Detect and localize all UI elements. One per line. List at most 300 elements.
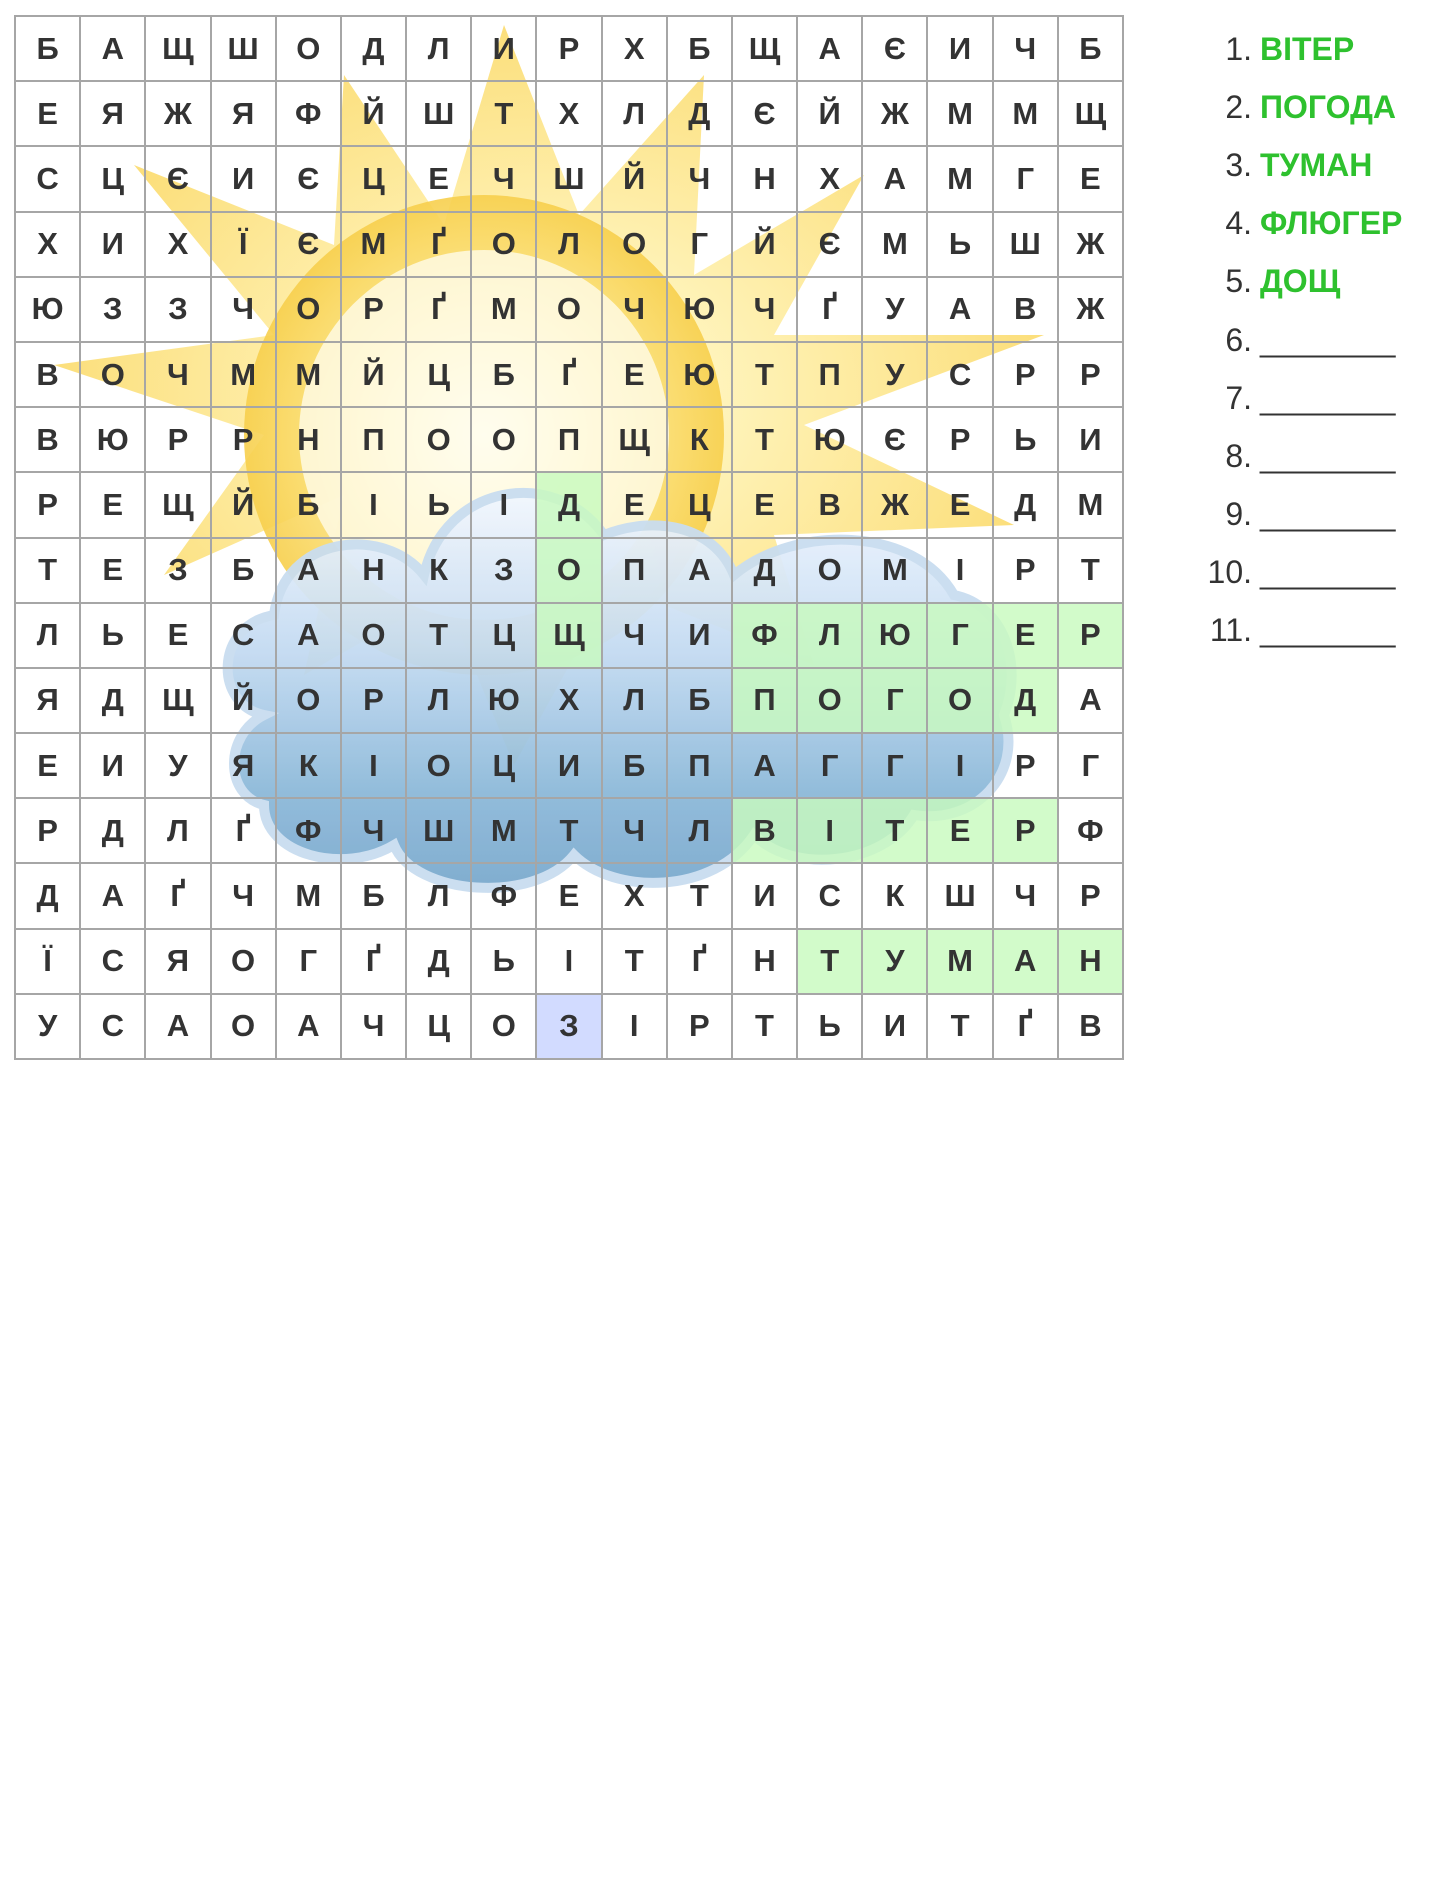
grid-cell[interactable]: Ц [342, 147, 407, 212]
word-number: 11. [1209, 612, 1252, 649]
grid-cell[interactable]: Б [277, 473, 342, 538]
blank-answer-line: ________ [1260, 379, 1395, 416]
grid-cell[interactable]: Г [668, 213, 733, 278]
grid-cell[interactable]: Е [733, 473, 798, 538]
grid-cell[interactable]: И [472, 17, 537, 82]
grid-cell[interactable]: К [863, 864, 928, 929]
grid-cell[interactable]: М [472, 278, 537, 343]
grid-cell[interactable]: Ч [212, 864, 277, 929]
grid-cell[interactable]: А [146, 995, 211, 1060]
grid-cell[interactable]: Щ [146, 473, 211, 538]
grid-cell[interactable]: Е [16, 734, 81, 799]
grid-cell[interactable]: Е [928, 473, 993, 538]
grid-cell[interactable]: Х [603, 864, 668, 929]
grid-cell[interactable]: Т [733, 408, 798, 473]
grid-cell[interactable]: І [537, 930, 602, 995]
grid-cell[interactable]: А [994, 930, 1059, 995]
word-list-item [1190, 136, 1430, 194]
grid-cell[interactable]: О [537, 278, 602, 343]
grid-cell[interactable]: П [733, 669, 798, 734]
grid-cell[interactable]: Н [342, 539, 407, 604]
grid-cell[interactable]: Н [1059, 930, 1124, 995]
grid-cell[interactable]: Х [537, 669, 602, 734]
found-word: ФЛЮГЕР [1260, 205, 1403, 242]
grid-cell[interactable]: А [798, 17, 863, 82]
grid-cell[interactable]: Ч [994, 17, 1059, 82]
grid-cell[interactable]: Й [603, 147, 668, 212]
grid-cell[interactable]: Ь [798, 995, 863, 1060]
grid-cell[interactable]: З [146, 539, 211, 604]
word-list-item [1190, 486, 1430, 544]
grid-cell[interactable]: Е [603, 343, 668, 408]
grid-cell[interactable]: Ц [81, 147, 146, 212]
grid-cell[interactable]: Р [994, 734, 1059, 799]
grid-cell[interactable]: О [277, 669, 342, 734]
grid-cell[interactable]: Л [668, 799, 733, 864]
grid-cell[interactable]: Т [472, 82, 537, 147]
grid-cell[interactable]: Л [798, 604, 863, 669]
grid-cell[interactable]: Ф [472, 864, 537, 929]
grid-cell[interactable]: Ь [472, 930, 537, 995]
grid-cell[interactable]: І [342, 473, 407, 538]
grid-cell[interactable]: В [16, 408, 81, 473]
grid-cell[interactable]: Л [603, 82, 668, 147]
grid-cell[interactable]: Р [994, 799, 1059, 864]
grid-cell[interactable]: Р [994, 539, 1059, 604]
grid-cell[interactable]: Д [537, 473, 602, 538]
grid-cell[interactable]: С [212, 604, 277, 669]
word-number: 1. [1225, 30, 1252, 67]
grid-cell[interactable]: Т [603, 930, 668, 995]
grid-cell[interactable]: Х [146, 213, 211, 278]
grid-cell[interactable]: З [472, 539, 537, 604]
grid-cell[interactable]: Б [668, 669, 733, 734]
grid-cell[interactable]: А [733, 734, 798, 799]
grid-cell[interactable]: Щ [733, 17, 798, 82]
grid-cell[interactable]: Р [146, 408, 211, 473]
grid-cell[interactable]: П [342, 408, 407, 473]
word-list-item [1190, 544, 1430, 602]
grid-cell[interactable]: Ю [668, 278, 733, 343]
grid-cell[interactable]: С [928, 343, 993, 408]
grid-cell[interactable]: Ї [212, 213, 277, 278]
grid-cell[interactable]: Р [928, 408, 993, 473]
grid-cell[interactable]: Р [668, 995, 733, 1060]
grid-cell[interactable]: У [863, 343, 928, 408]
grid-cell[interactable]: Е [407, 147, 472, 212]
grid-cell[interactable]: К [407, 539, 472, 604]
grid-cell[interactable]: Щ [603, 408, 668, 473]
grid-cell[interactable]: Б [342, 864, 407, 929]
grid-cell[interactable]: Ж [863, 473, 928, 538]
word-list [1190, 20, 1430, 660]
grid-cell[interactable]: І [798, 799, 863, 864]
grid-cell[interactable]: А [863, 147, 928, 212]
grid-cell[interactable]: І [928, 734, 993, 799]
grid-cell[interactable]: М [863, 213, 928, 278]
grid-cell[interactable]: Є [863, 17, 928, 82]
grid-cell[interactable]: Г [277, 930, 342, 995]
grid-cell[interactable]: О [472, 213, 537, 278]
grid-cell[interactable]: Ц [407, 995, 472, 1060]
grid-cell[interactable]: М [277, 343, 342, 408]
grid-cell[interactable]: Е [81, 539, 146, 604]
grid-cell[interactable]: И [928, 17, 993, 82]
grid-cell[interactable]: Г [863, 734, 928, 799]
grid-cell[interactable]: Д [81, 799, 146, 864]
grid-cell[interactable]: Й [342, 82, 407, 147]
grid-cell[interactable]: М [994, 82, 1059, 147]
grid-cell[interactable]: Й [342, 343, 407, 408]
grid-cell[interactable]: Ч [994, 864, 1059, 929]
grid-cell[interactable]: Р [212, 408, 277, 473]
grid-cell[interactable]: П [668, 734, 733, 799]
grid-cell[interactable]: Є [277, 213, 342, 278]
grid-cell[interactable]: Ш [994, 213, 1059, 278]
grid-cell[interactable]: М [928, 82, 993, 147]
grid-cell[interactable]: Н [733, 930, 798, 995]
grid-cell[interactable]: І [603, 995, 668, 1060]
grid-cell[interactable]: Ж [1059, 278, 1124, 343]
grid-cell[interactable]: Л [146, 799, 211, 864]
grid-cell[interactable]: Ґ [342, 930, 407, 995]
grid-cell[interactable]: А [277, 604, 342, 669]
grid-cell[interactable]: Ь [407, 473, 472, 538]
grid-cell[interactable]: Е [1059, 147, 1124, 212]
letter-grid [14, 15, 1124, 1060]
grid-cell[interactable]: Г [994, 147, 1059, 212]
grid-cell[interactable]: О [407, 408, 472, 473]
grid-cell[interactable]: Х [537, 82, 602, 147]
grid-cell[interactable]: К [668, 408, 733, 473]
grid-cell[interactable]: Ч [472, 147, 537, 212]
grid-cell[interactable]: Ю [863, 604, 928, 669]
grid-cell[interactable]: И [212, 147, 277, 212]
grid-cell[interactable]: П [603, 539, 668, 604]
grid-cell[interactable]: Щ [146, 17, 211, 82]
grid-cell[interactable]: Ґ [407, 213, 472, 278]
grid-cell[interactable]: Е [928, 799, 993, 864]
grid-cell[interactable]: О [537, 539, 602, 604]
grid-cell[interactable]: Ю [798, 408, 863, 473]
grid-cell[interactable]: В [733, 799, 798, 864]
grid-cell[interactable]: Б [1059, 17, 1124, 82]
grid-cell[interactable]: Ц [407, 343, 472, 408]
grid-cell[interactable]: Г [928, 604, 993, 669]
grid-cell[interactable]: Д [81, 669, 146, 734]
grid-cell[interactable]: Ч [733, 278, 798, 343]
grid-cell[interactable]: Х [798, 147, 863, 212]
grid-cell[interactable]: Т [16, 539, 81, 604]
grid-cell[interactable]: Е [994, 604, 1059, 669]
grid-cell[interactable]: Д [733, 539, 798, 604]
word-number: 10. [1207, 554, 1252, 591]
grid-cell[interactable]: Ґ [994, 995, 1059, 1060]
grid-cell[interactable]: О [407, 734, 472, 799]
grid-cell[interactable]: Ґ [668, 930, 733, 995]
grid-cell[interactable]: Н [733, 147, 798, 212]
grid-cell[interactable]: Й [212, 473, 277, 538]
word-list-item [1190, 20, 1430, 78]
grid-cell[interactable]: В [994, 278, 1059, 343]
grid-cell[interactable]: Й [798, 82, 863, 147]
grid-cell[interactable]: Г [1059, 734, 1124, 799]
grid-cell[interactable]: Є [277, 147, 342, 212]
grid-cell[interactable]: Б [668, 17, 733, 82]
grid-cell[interactable]: Щ [1059, 82, 1124, 147]
grid-cell[interactable]: А [81, 17, 146, 82]
grid-cell[interactable]: Ю [81, 408, 146, 473]
blank-answer-line: ________ [1260, 496, 1395, 533]
word-search-board [14, 15, 1124, 1060]
word-number: 2. [1225, 88, 1252, 125]
grid-cell[interactable]: Я [146, 930, 211, 995]
grid-cell[interactable]: Ч [603, 278, 668, 343]
grid-cell[interactable]: Б [472, 343, 537, 408]
grid-cell[interactable]: Є [863, 408, 928, 473]
grid-cell[interactable]: Д [16, 864, 81, 929]
grid-cell[interactable]: Ш [407, 82, 472, 147]
grid-cell[interactable]: Ц [668, 473, 733, 538]
grid-cell[interactable]: Щ [146, 669, 211, 734]
grid-cell[interactable]: Т [407, 604, 472, 669]
grid-cell[interactable]: Ч [603, 604, 668, 669]
grid-cell[interactable]: Р [1059, 343, 1124, 408]
grid-cell[interactable]: Б [16, 17, 81, 82]
grid-cell[interactable]: Г [863, 669, 928, 734]
grid-cell[interactable]: Р [994, 343, 1059, 408]
grid-cell[interactable]: О [928, 669, 993, 734]
grid-cell[interactable]: Ш [537, 147, 602, 212]
grid-cell[interactable]: С [81, 995, 146, 1060]
grid-cell[interactable]: У [863, 930, 928, 995]
grid-cell[interactable]: Е [16, 82, 81, 147]
grid-cell[interactable]: Ф [733, 604, 798, 669]
grid-cell[interactable]: В [16, 343, 81, 408]
word-number: 8. [1225, 437, 1252, 474]
grid-cell[interactable]: Т [733, 343, 798, 408]
grid-cell[interactable]: И [1059, 408, 1124, 473]
grid-cell[interactable]: І [472, 473, 537, 538]
grid-cell[interactable]: Ф [277, 82, 342, 147]
grid-cell[interactable]: А [668, 539, 733, 604]
grid-cell[interactable]: Р [16, 799, 81, 864]
word-list-item [1190, 78, 1430, 136]
grid-cell[interactable]: Ґ [798, 278, 863, 343]
grid-cell[interactable]: Ч [212, 278, 277, 343]
grid-cell[interactable]: М [928, 147, 993, 212]
grid-cell[interactable]: Ц [472, 604, 537, 669]
blank-answer-line: ________ [1260, 437, 1395, 474]
grid-cell[interactable]: З [81, 278, 146, 343]
grid-cell[interactable]: О [603, 213, 668, 278]
grid-cell[interactable]: Ю [472, 669, 537, 734]
grid-cell[interactable]: Е [81, 473, 146, 538]
grid-cell[interactable]: Щ [537, 604, 602, 669]
word-number: 4. [1225, 205, 1252, 242]
grid-cell[interactable]: Ь [928, 213, 993, 278]
grid-cell[interactable]: Я [212, 734, 277, 799]
grid-cell[interactable]: О [81, 343, 146, 408]
grid-cell[interactable]: Т [1059, 539, 1124, 604]
word-number: 3. [1225, 146, 1252, 183]
grid-cell[interactable]: М [277, 864, 342, 929]
grid-cell[interactable]: Т [668, 864, 733, 929]
grid-cell[interactable]: Ч [342, 995, 407, 1060]
grid-cell[interactable]: Є [146, 147, 211, 212]
grid-cell[interactable]: Ф [1059, 799, 1124, 864]
grid-cell[interactable]: Р [1059, 604, 1124, 669]
grid-cell[interactable]: И [863, 995, 928, 1060]
grid-cell[interactable]: М [1059, 473, 1124, 538]
grid-cell[interactable]: С [798, 864, 863, 929]
grid-cell[interactable]: Ь [81, 604, 146, 669]
grid-cell[interactable]: Т [928, 995, 993, 1060]
grid-cell[interactable]: Р [16, 473, 81, 538]
grid-cell[interactable]: О [212, 995, 277, 1060]
grid-cell[interactable]: Ч [603, 799, 668, 864]
word-number: 7. [1225, 379, 1252, 416]
word-list-item [1190, 369, 1430, 427]
grid-cell[interactable]: У [16, 995, 81, 1060]
grid-cell[interactable]: Т [798, 930, 863, 995]
grid-cell[interactable]: И [733, 864, 798, 929]
grid-cell[interactable]: І [928, 539, 993, 604]
grid-cell[interactable]: Ж [863, 82, 928, 147]
grid-cell[interactable]: Т [863, 799, 928, 864]
grid-cell[interactable]: Я [81, 82, 146, 147]
grid-cell[interactable]: Л [407, 864, 472, 929]
grid-cell[interactable]: И [81, 734, 146, 799]
grid-cell[interactable]: Т [733, 995, 798, 1060]
word-list-item [1190, 602, 1430, 660]
grid-cell[interactable]: О [212, 930, 277, 995]
grid-cell[interactable]: Е [146, 604, 211, 669]
grid-cell[interactable]: Ь [994, 408, 1059, 473]
grid-cell[interactable]: О [472, 408, 537, 473]
grid-cell[interactable]: Д [994, 473, 1059, 538]
grid-cell[interactable]: Ш [407, 799, 472, 864]
grid-cell[interactable]: В [1059, 995, 1124, 1060]
found-word: ДОЩ [1260, 263, 1341, 300]
grid-cell[interactable]: М [928, 930, 993, 995]
word-list-item [1190, 427, 1430, 485]
grid-cell[interactable]: Я [16, 669, 81, 734]
grid-cell[interactable]: Ш [928, 864, 993, 929]
grid-cell[interactable]: Ч [146, 343, 211, 408]
grid-cell[interactable]: О [798, 539, 863, 604]
grid-cell[interactable]: М [342, 213, 407, 278]
grid-cell[interactable]: Д [994, 669, 1059, 734]
grid-cell[interactable]: І [342, 734, 407, 799]
grid-cell[interactable]: П [537, 408, 602, 473]
grid-cell[interactable]: Л [407, 669, 472, 734]
grid-cell[interactable]: А [1059, 669, 1124, 734]
grid-cell[interactable]: Ґ [212, 799, 277, 864]
grid-cell[interactable]: Ґ [407, 278, 472, 343]
grid-cell[interactable]: И [81, 213, 146, 278]
grid-cell[interactable]: Ж [1059, 213, 1124, 278]
grid-cell[interactable]: Х [603, 17, 668, 82]
grid-cell[interactable]: Й [212, 669, 277, 734]
grid-cell[interactable]: Ґ [537, 343, 602, 408]
grid-cell[interactable]: Ш [212, 17, 277, 82]
grid-cell[interactable]: З [537, 995, 602, 1060]
grid-cell[interactable]: И [668, 604, 733, 669]
grid-cell[interactable]: А [928, 278, 993, 343]
grid-cell[interactable]: Б [212, 539, 277, 604]
grid-cell[interactable]: Ї [16, 930, 81, 995]
grid-cell[interactable]: Д [668, 82, 733, 147]
grid-cell[interactable]: Є [798, 213, 863, 278]
grid-cell[interactable]: М [472, 799, 537, 864]
grid-cell[interactable]: С [16, 147, 81, 212]
grid-cell[interactable]: И [537, 734, 602, 799]
grid-cell[interactable]: Ж [146, 82, 211, 147]
grid-cell[interactable]: Р [342, 669, 407, 734]
grid-cell[interactable]: У [863, 278, 928, 343]
grid-cell[interactable]: Ц [472, 734, 537, 799]
grid-cell[interactable]: Н [277, 408, 342, 473]
grid-cell[interactable]: Л [16, 604, 81, 669]
grid-cell[interactable]: Ч [342, 799, 407, 864]
grid-cell[interactable]: А [277, 539, 342, 604]
grid-cell[interactable]: Д [342, 17, 407, 82]
grid-cell[interactable]: Л [407, 17, 472, 82]
word-number: 6. [1225, 321, 1252, 358]
grid-cell[interactable]: Ю [668, 343, 733, 408]
grid-cell[interactable]: Ю [16, 278, 81, 343]
grid-cell[interactable]: Ч [668, 147, 733, 212]
grid-cell[interactable]: А [81, 864, 146, 929]
grid-cell[interactable]: А [277, 995, 342, 1060]
grid-cell[interactable]: Р [537, 17, 602, 82]
grid-cell[interactable]: О [342, 604, 407, 669]
grid-cell[interactable]: Е [603, 473, 668, 538]
grid-cell[interactable]: О [277, 278, 342, 343]
grid-cell[interactable]: В [798, 473, 863, 538]
grid-cell[interactable]: У [146, 734, 211, 799]
grid-cell[interactable]: З [146, 278, 211, 343]
grid-cell[interactable]: О [798, 669, 863, 734]
grid-cell[interactable]: Ф [277, 799, 342, 864]
found-word: ПОГОДА [1260, 88, 1396, 125]
grid-cell[interactable]: Г [798, 734, 863, 799]
grid-cell[interactable]: С [81, 930, 146, 995]
grid-cell[interactable]: К [277, 734, 342, 799]
grid-cell[interactable]: П [798, 343, 863, 408]
grid-cell[interactable]: Й [733, 213, 798, 278]
grid-cell[interactable]: Т [537, 799, 602, 864]
grid-cell[interactable]: Р [1059, 864, 1124, 929]
grid-cell[interactable]: Р [342, 278, 407, 343]
word-number: 9. [1225, 496, 1252, 533]
grid-cell[interactable]: Б [603, 734, 668, 799]
grid-cell[interactable]: Є [733, 82, 798, 147]
grid-cell[interactable]: Ґ [146, 864, 211, 929]
grid-cell[interactable]: Е [537, 864, 602, 929]
grid-cell[interactable]: М [863, 539, 928, 604]
grid-cell[interactable]: М [212, 343, 277, 408]
grid-cell[interactable]: Л [603, 669, 668, 734]
grid-cell[interactable]: Х [16, 213, 81, 278]
grid-cell[interactable]: Д [407, 930, 472, 995]
grid-cell[interactable]: Л [537, 213, 602, 278]
word-list-item [1190, 253, 1430, 311]
grid-cell[interactable]: О [472, 995, 537, 1060]
grid-cell[interactable]: О [277, 17, 342, 82]
grid-cell[interactable]: Я [212, 82, 277, 147]
